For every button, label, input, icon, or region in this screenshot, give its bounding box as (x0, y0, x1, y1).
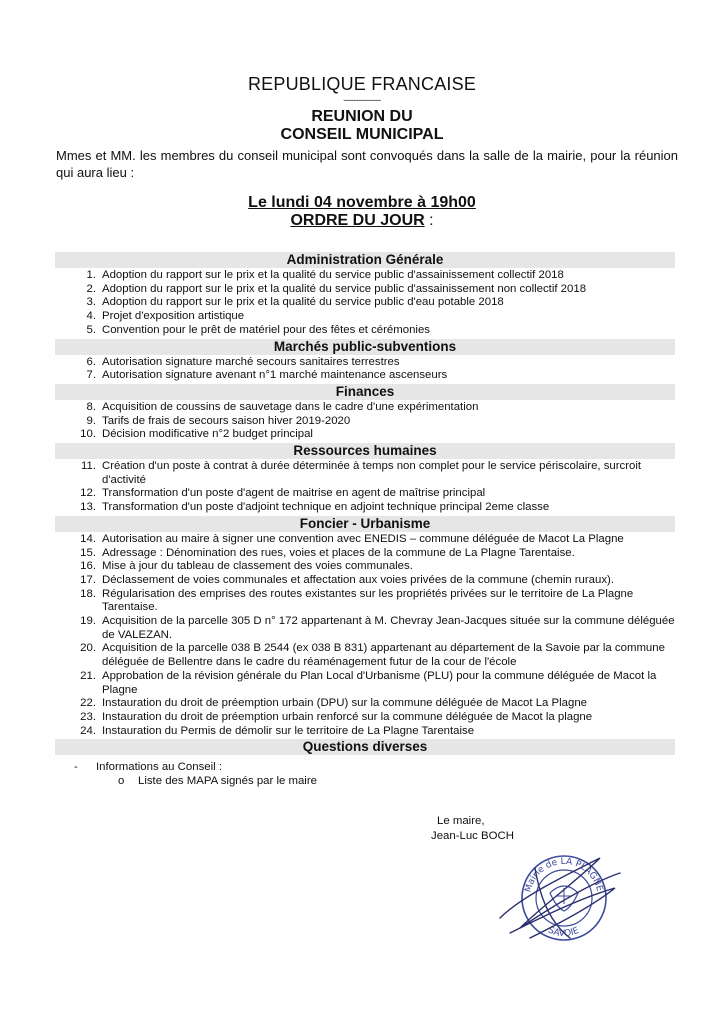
republic-heading: REPUBLIQUE FRANCAISE (247, 74, 477, 94)
mayor-stamp-seal (480, 838, 630, 958)
agenda-item-number: 10. (80, 428, 96, 441)
agenda-item-text: Instauration du droit de préemption urbain (DPU) sur la commune déléguée de Macot La Plagne (102, 697, 588, 710)
agenda-item-text: Adressage : Dénomination des rues, voies et places de la commune de La Plagne Tarentaise. (102, 546, 575, 559)
agenda-item-text: Décision modificative n°2 budget principal (102, 428, 313, 441)
agenda-item (55, 711, 675, 725)
section-items (55, 401, 675, 442)
agenda-item-number: 4. (86, 310, 96, 323)
agenda-item-text: Déclassement de voies communales et affectation aux voies privées de la commune (chemin ruraux). (102, 573, 614, 586)
agenda-item-text: Adoption du rapport sur le prix et la qualité du service public d'eau potable 2018 (102, 296, 504, 309)
agenda-item (55, 547, 675, 561)
info-dash: - (74, 761, 78, 773)
section-items (55, 533, 675, 739)
mapa-item (118, 774, 317, 788)
agenda-item (55, 725, 675, 739)
agenda-item (55, 310, 675, 324)
agenda-item (55, 487, 675, 501)
info-label: Informations au Conseil : (96, 761, 222, 773)
agenda-title-colon: : (424, 212, 434, 229)
meeting-title-line2: CONSEIL MUNICIPAL (280, 126, 444, 143)
agenda-item-number: 15. (80, 546, 96, 559)
section-header: Ressources humaines (55, 443, 675, 459)
agenda-item-number: 12. (80, 487, 96, 500)
agenda-item (55, 560, 675, 574)
agenda-item (55, 670, 675, 697)
agenda-item (55, 642, 675, 669)
agenda-item (55, 369, 675, 383)
agenda-item-text: Acquisition de la parcelle 038 B 2544 (ex 038 B 831) appartenant au département de la Savoie par la commune déléguée de Bellentre dans le cadre du réaménagement futur de la cour de l'école (102, 642, 665, 669)
agenda-item-number: 9. (86, 414, 96, 427)
mapa-text: Liste des MAPA signés par le maire (138, 775, 317, 787)
agenda-item (55, 588, 675, 615)
signature-role: Le maire, (437, 815, 485, 827)
agenda-list (55, 252, 675, 756)
agenda-item-number: 18. (80, 587, 96, 600)
agenda-item (55, 269, 675, 283)
meeting-date (0, 194, 724, 212)
section-items (55, 356, 675, 383)
info-conseil (74, 760, 222, 774)
agenda-item-number: 23. (80, 710, 96, 723)
section-header: Foncier - Urbanisme (55, 516, 675, 532)
agenda-item-number: 8. (86, 400, 96, 413)
agenda-item (55, 533, 675, 547)
agenda-item-text: Régularisation des emprises des routes existantes sur les propriétés privées sur le territoire de La Plagne Tarentaise. (102, 587, 634, 614)
agenda-item-text: Acquisition de la parcelle 305 D n° 172 appartenant à M. Chevray Jean-Jacques située sur la commune déléguée de VALEZAN. (102, 615, 675, 641)
agenda-item-number: 3. (86, 296, 96, 309)
agenda-item-text: Acquisition de coussins de sauvetage dans le cadre d'une expérimentation (102, 400, 479, 413)
agenda-item-number: 20. (80, 642, 96, 655)
agenda-item-number: 7. (86, 369, 96, 382)
section-header: Administration Générale (55, 252, 675, 268)
agenda-item-number: 16. (80, 560, 96, 573)
heading-separator: --------------- (343, 95, 381, 105)
agenda-item-text: Instauration du Permis de démolir sur le territoire de La Plagne Tarentaise (102, 724, 475, 737)
agenda-item-text: Instauration du droit de préemption urbain renforcé sur la commune déléguée de Macot la plagne (102, 710, 593, 723)
agenda-title (0, 212, 724, 230)
agenda-item (55, 697, 675, 711)
agenda-item (55, 356, 675, 370)
agenda-item-text: Adoption du rapport sur le prix et la qualité du service public d'assainissement non collectif 2018 (102, 282, 587, 295)
agenda-item-text: Projet d'exposition artistique (102, 310, 245, 323)
mapa-bullet: o (118, 775, 125, 787)
agenda-item-number: 6. (86, 355, 96, 368)
agenda-item-text: Création d'un poste à contrat à durée déterminée à temps non complet pour le service périscolaire, surcroit d'activité (102, 460, 642, 486)
agenda-item-text: Autorisation signature avenant n°1 marché maintenance ascenseurs (102, 369, 448, 382)
agenda-item-number: 19. (80, 615, 96, 628)
agenda-item (55, 283, 675, 297)
stamp-top-text: Mairie de LA PLAGNE (523, 856, 605, 894)
agenda-item-text: Transformation d'un poste d'adjoint technique en adjoint technique principal 2eme classe (102, 501, 550, 514)
agenda-item-number: 11. (81, 460, 96, 473)
section-items (55, 460, 675, 515)
agenda-item-text: Approbation de la révision générale du Plan Local d'Urbanisme (PLU) pour la commune déléguée de Macot la Plagne (102, 669, 657, 696)
agenda-item-number: 2. (86, 282, 96, 295)
agenda-item-number: 14. (80, 532, 96, 545)
agenda-item-number: 21. (80, 669, 96, 682)
agenda-item (55, 296, 675, 310)
section-header: Questions diverses (55, 739, 675, 755)
agenda-item-number: 22. (80, 697, 96, 710)
agenda-item-text: Autorisation au maire à signer une convention avec ENEDIS – commune déléguée de Macot La Plagne (102, 532, 624, 545)
agenda-item-text: Tarifs de frais de secours saison hiver 2019-2020 (102, 414, 351, 427)
agenda-item (55, 460, 675, 487)
agenda-item-number: 1. (86, 269, 96, 281)
agenda-item-text: Mise à jour du tableau de classement des voies communales. (102, 560, 413, 573)
signature-name: Jean-Luc BOCH (431, 830, 514, 842)
agenda-item-text: Transformation d'un poste d'agent de maitrise en agent de maîtrise principal (102, 487, 486, 500)
section-header: Finances (55, 384, 675, 400)
agenda-item-text: Adoption du rapport sur le prix et la qualité du service public d'assainissement collectif 2018 (102, 269, 564, 281)
section-header: Marchés public-subventions (55, 339, 675, 355)
agenda-item (55, 415, 675, 429)
agenda-item-text: Convention pour le prêt de matériel pour des fêtes et cérémonies (102, 323, 430, 336)
meeting-date-text: Le lundi 04 novembre à 19h00 (248, 194, 476, 211)
agenda-item-number: 5. (86, 323, 96, 336)
agenda-item (55, 401, 675, 415)
agenda-title-text: ORDRE DU JOUR (290, 212, 425, 229)
convocation-intro: Mmes et MM. les membres du conseil municipal sont convoqués dans la salle de la mairie, pour la réunion qui aura lieu : (56, 148, 678, 180)
agenda-item (55, 574, 675, 588)
stamp-bottom-text: SAVOIE (546, 925, 581, 940)
agenda-item (55, 615, 675, 642)
agenda-item-number: 17. (80, 573, 96, 586)
meeting-title-line1: REUNION DU (311, 108, 413, 125)
agenda-item-number: 24. (80, 724, 96, 737)
agenda-item (55, 324, 675, 338)
agenda-item (55, 428, 675, 442)
section-items (55, 269, 675, 338)
agenda-item-text: Autorisation signature marché secours sanitaires terrestres (102, 355, 400, 368)
agenda-item-number: 13. (80, 501, 96, 514)
agenda-item (55, 501, 675, 515)
